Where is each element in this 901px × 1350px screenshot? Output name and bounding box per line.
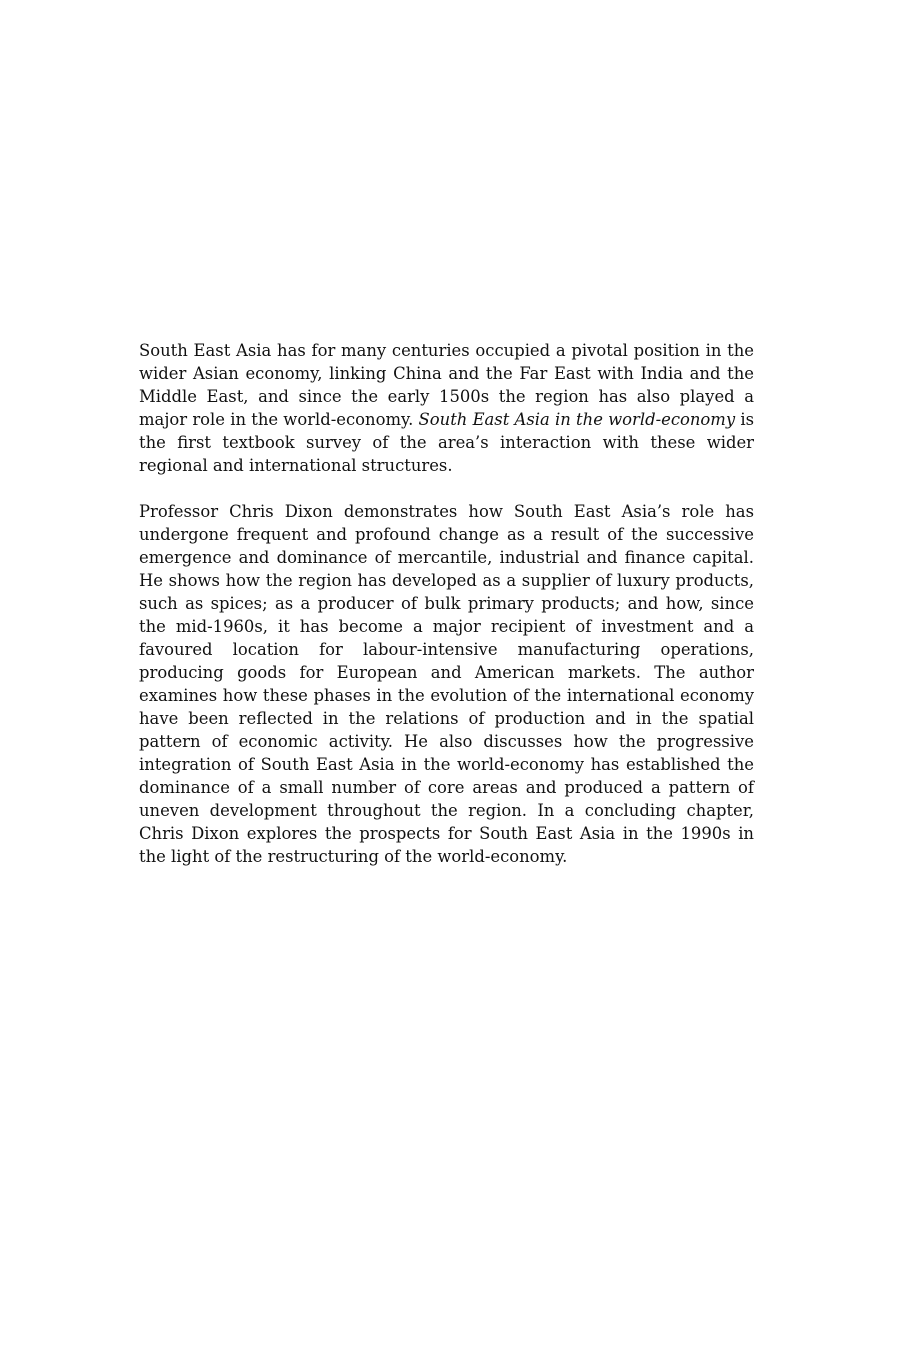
blurb-text	[139, 339, 754, 868]
blurb-paragraph-2: Professor Chris Dixon demonstrates how South East Asia’s role has undergone frequent and profound change as a result of the successive emergence and dominance of mercantile, industrial and finance capital. He shows how the region has developed as a supplier of luxury products, such as spices; as a producer of bulk primary products; and how, since the mid-1960s, it has become a major recipient of investment and a favoured location for labour-intensive manufacturing operations, producing goods for European and American markets. The author examines how these phases in the evolution of the international economy have been reflected in the relations of production and in the spatial pattern of economic activity. He also discusses how the progressive integration of South East Asia in the world-economy has established the dominance of a small number of core areas and produced a pattern of uneven development throughout the region. In a concluding chapter, Chris Dixon explores the prospects for South East Asia in the 1990s in the light of the restructuring of the world-economy.	[139, 502, 754, 866]
blurb-paragraph-1	[139, 339, 754, 477]
book-title: South East Asia in the world-economy	[418, 410, 736, 429]
paragraph-1-rest: is the first textbook survey of the area’s interaction with these wider regional and international structures.	[139, 410, 754, 475]
paragraph-1-intro: South East Asia has for many centuries occupied a pivotal position in the wider Asian economy, linking China and the Far East with India and the Middle East, and since the early 1500s the region has also played a major role in the world-economy.	[139, 341, 754, 429]
